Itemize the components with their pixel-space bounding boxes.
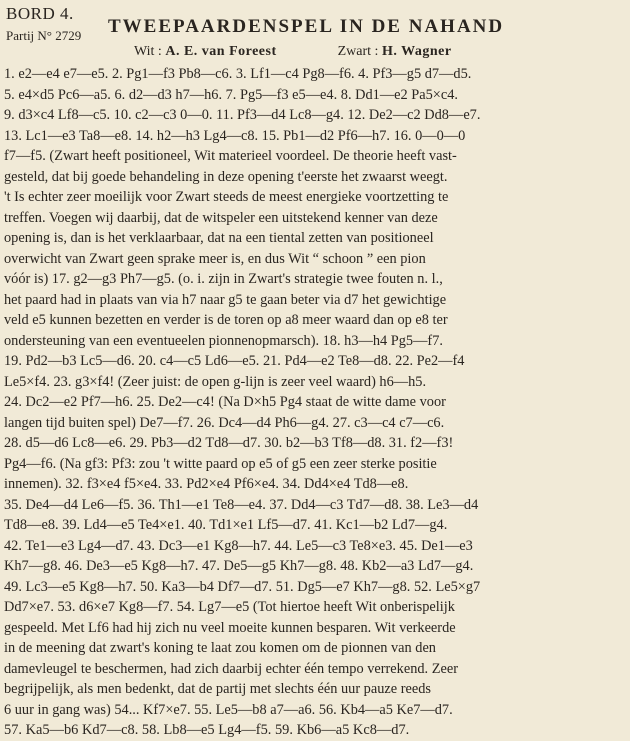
text-line: gesteld, dat bij goede behandeling in deze opening t'eerste het zwaarst weegt. [4, 168, 448, 185]
text-line: Dd7×e7. 53. d6×e7 Kg8—f7. 54. Lg7—e5 (Tot hiertoe heeft Wit onberispelijk [4, 599, 455, 615]
text-line: 13. Lc1—e3 Ta8—e8. 14. h2—h3 Lg4—c8. 15. Pb1—d2 Pf6—h7. 16. 0—0—0 [4, 127, 466, 144]
text-line: 9. d3×c4 Lf8—c5. 10. c2—c3 0—0. 11. Pf3—d4 Lc8—g4. 12. De2—c2 Dd8—e7. [4, 107, 481, 123]
text-line: 24. Dc2—e2 Pf7—h6. 25. De2—c4! (Na D×h5 Pg4 staat de witte dame voor [4, 394, 446, 410]
black-label: Zwart : [337, 44, 379, 59]
game-header [4, 4, 622, 62]
players-line [134, 44, 452, 60]
text-line: overwicht van Zwart geen sprake meer is, en dus Wit “ schoon ” een pion [4, 250, 426, 267]
text-line: 1. e2—e4 e7—e5. 2. Pg1—f3 Pb8—c6. 3. Lf1—c4 Pg8—f6. 4. Pf3—g5 d7—d5. [4, 66, 472, 82]
text-line: vóór is) 17. g2—g3 Ph7—g5. (o. i. zijn in Zwart's strategie twee fouten n. l., [4, 271, 443, 287]
text-line: Td8—e8. 39. Ld4—e5 Te4×e1. 40. Td1×e1 Lf5—d7. 41. Kc1—b2 Ld7—g4. [4, 517, 448, 533]
text-line: 5. e4×d5 Pc6—a5. 6. d2—d3 h7—h6. 7. Pg5—f3 e5—e4. 8. Dd1—e2 Pa5×c4. [4, 86, 459, 103]
board-number: BORD 4. [6, 4, 74, 23]
text-line: opening is, dan is het verklaarbaar, dat na een tiental zetten van positioneel [4, 230, 434, 246]
game-annotation-text [4, 64, 624, 741]
white-label: Wit : [134, 44, 162, 59]
text-line: gespeeld. Met Lf6 had hij zich nu veel moeite kunnen besparen. Wit verkeerde [4, 619, 456, 636]
text-line: 42. Te1—e3 Lg4—d7. 43. Dc3—e1 Kg8—h7. 44. Le5—c3 Te8×e3. 45. De1—e3 [4, 537, 473, 554]
text-line: 49. Lc3—e5 Kg8—h7. 50. Ka3—b4 Df7—d7. 51. Dg5—e7 Kh7—g8. 52. Le5×g7 [4, 578, 481, 595]
text-line: 6 uur in gang was) 54... Kf7×e7. 55. Le5—b8 a7—a6. 56. Kb4—a5 Ke7—d7. [4, 701, 453, 718]
text-line: ondersteuning van een eventueelen pionnenopmarsch). 18. h3—h4 Pg5—f7. [4, 332, 443, 349]
text-line: 35. De4—d4 Le6—f5. 36. Th1—e1 Te8—e4. 37. Dd4—c3 Td7—d8. 38. Le3—d4 [4, 496, 479, 513]
text-line: in de meening dat zwart's koning te laat zou komen om de pionnen van den [4, 640, 436, 656]
text-line: damevleugel te beschermen, had zich daarbij echter één tempo verrekend. Zeer [4, 660, 458, 677]
page-title: TWEEPAARDENSPEL IN DE NAHAND [108, 16, 505, 37]
text-line: 57. Ka5—b6 Kd7—c8. 58. Lb8—e5 Lg4—f5. 59. Kb6—a5 Kc8—d7. [4, 722, 410, 738]
text-line: 19. Pd2—b3 Lc5—d6. 20. c4—c5 Ld6—e5. 21. Pd4—e2 Te8—d8. 22. Pe2—f4 [4, 353, 465, 369]
text-line: het paard had in plaats van via h7 naar g5 te gaan beter via d7 het gewichtige [4, 291, 447, 308]
text-line: innemen). 32. f3×e4 f5×e4. 33. Pd2×e4 Pf6×e4. 34. Dd4×e4 Td8—e8. [4, 476, 409, 492]
text-line: begrijpelijk, als men bedenkt, dat de partij met slechts één uur pauze reeds [4, 681, 431, 697]
black-player: H. Wagner [381, 44, 452, 59]
text-line: 't Is echter zeer moeilijk voor Zwart steeds de meest energieke voortzetting te [4, 189, 449, 205]
text-line: Le5×f4. 23. g3×f4! (Zeer juist: de open g-lijn is zeer veel waard) h6—h5. [4, 373, 427, 390]
text-line: 28. d5—d6 Lc8—e6. 29. Pb3—d2 Td8—d7. 30. b2—b3 Tf8—d8. 31. f2—f3! [4, 435, 454, 451]
game-number: Partij N° 2729 [6, 28, 82, 43]
text-line: treffen. Voegen wij daarbij, dat de witspeler een uitstekend kenner van deze [4, 209, 438, 226]
white-player: A. E. van Foreest [165, 44, 277, 59]
text-line: Kh7—g8. 46. De3—e5 Kg8—h7. 47. De5—g5 Kh7—g8. 48. Kb2—a3 Ld7—g4. [4, 558, 474, 574]
text-line: Pg4—f6. (Na gf3: Pf3: zou 't witte paard op e5 of g5 een zeer sterke positie [4, 455, 437, 472]
text-line: langen tijd buiten spel) De7—f7. 26. Dc4—d4 Ph6—g4. 27. c3—c4 c7—c6. [4, 414, 445, 431]
text-line: veld e5 kunnen bezetten en verder is de toren op a8 meer waard dan op e8 ter [4, 312, 448, 328]
text-line: f7—f5. (Zwart heeft positioneel, Wit materieel voordeel. De theorie heeft vast- [4, 148, 457, 164]
